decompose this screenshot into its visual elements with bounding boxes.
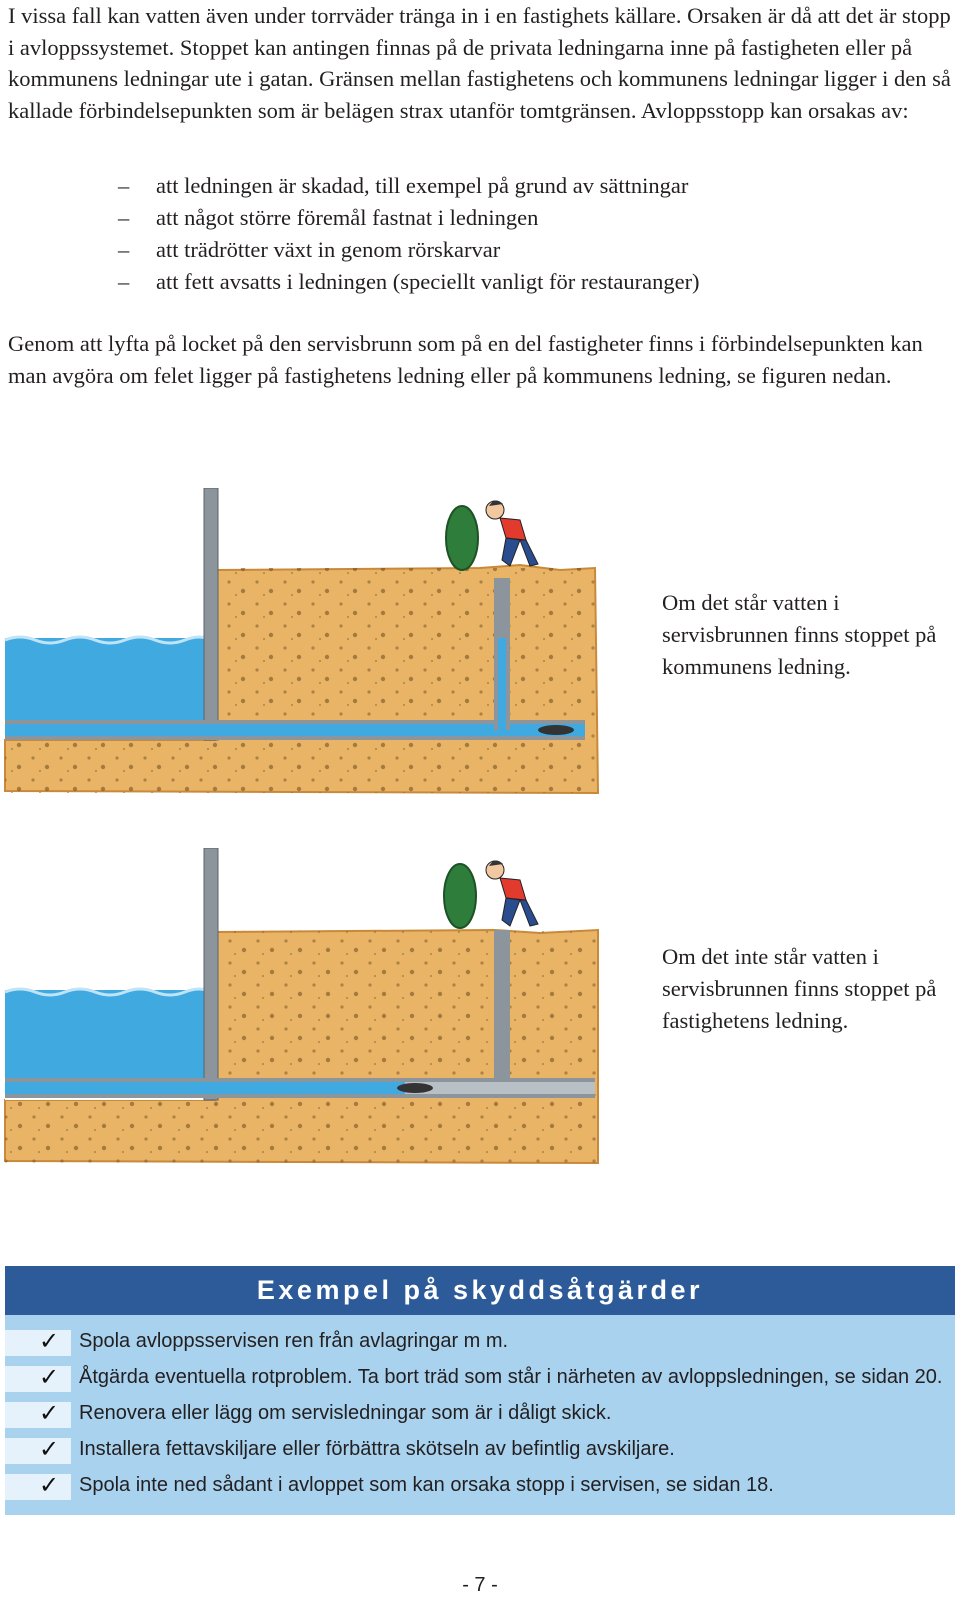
- dash-bullet: –: [118, 205, 130, 230]
- list-item-text: att ledningen är skadad, till exempel på grund av sättningar: [156, 173, 689, 198]
- blockage: [538, 725, 574, 735]
- list-item: [118, 202, 700, 234]
- protection-box: [5, 1315, 955, 1515]
- list-item-text: Installera fettavskiljare eller förbättra skötseln av befintlig avskiljare.: [79, 1438, 675, 1460]
- figure-dry-well: [0, 848, 600, 1168]
- building-wall: [204, 488, 218, 740]
- figure-water-in-well: [0, 488, 600, 798]
- list-item: [5, 1359, 955, 1395]
- figure-caption-1: Om det står vatten i servisbrunnen finns stoppet på kommunens ledning.: [662, 590, 937, 679]
- check-icon: ✓: [39, 1399, 60, 1427]
- building-wall: [204, 848, 218, 1100]
- service-well: [494, 930, 510, 1080]
- list-item: [5, 1431, 955, 1467]
- check-icon: ✓: [39, 1435, 60, 1463]
- causes-list: [118, 170, 700, 298]
- diagnosis-paragraph: Genom att lyfta på locket på den servisbrunn som på en del fastigheter finns i förbindelsepunkten kan man avgöra om felet ligger på fastighetens ledning eller på kommunens ledning, se figuren nedan.: [8, 331, 923, 388]
- list-item-text: Spola inte ned sådant i avloppet som kan orsaka stopp i servisen, se sidan 18.: [79, 1474, 774, 1496]
- list-item: [5, 1467, 955, 1503]
- dash-bullet: –: [118, 269, 130, 294]
- dash-bullet: –: [118, 237, 130, 262]
- check-icon: ✓: [39, 1471, 60, 1499]
- check-icon: ✓: [39, 1363, 60, 1391]
- protection-box-title: Exempel på skyddsåtgärder: [5, 1266, 955, 1315]
- page-number: - 7 -: [462, 1574, 498, 1596]
- protection-list: [5, 1323, 955, 1503]
- list-item-text: Renovera eller lägg om servisledningar som är i dåligt skick.: [79, 1402, 612, 1424]
- list-item-text: att något större föremål fastnat i ledningen: [156, 205, 539, 230]
- list-item-text: att fett avsatts i ledningen (speciellt vanligt för restauranger): [156, 269, 700, 294]
- person-figure: [486, 500, 538, 566]
- list-item-text: Åtgärda eventuella rotproblem. Ta bort träd som står i närheten av avloppsledningen, se sidan 20.: [79, 1366, 943, 1388]
- list-item: [118, 170, 700, 202]
- bush: [444, 864, 476, 928]
- well-water: [498, 638, 506, 730]
- figure-caption-2: Om det inte står vatten i servisbrunnen finns stoppet på fastighetens ledning.: [662, 944, 937, 1033]
- list-item: [5, 1395, 955, 1431]
- bush: [446, 506, 478, 570]
- blockage: [397, 1083, 433, 1093]
- intro-paragraph: I vissa fall kan vatten även under torrväder tränga in i en fastighets källare. Orsaken är då att det är stopp i avloppssystemet. Stoppet kan antingen finnas på de privata ledningarna inne på fastigheten eller på kommunens ledningar ute i gatan. Gränsen mellan fastighetens och kommunens ledningar ligger i den så kallade förbindelsepunkten som är belägen strax utanför tomtgränsen. Avloppsstopp kan orsakas av:: [8, 3, 951, 123]
- list-item: [5, 1323, 955, 1359]
- list-item-text: att trädrötter växt in genom rörskarvar: [156, 237, 501, 262]
- dash-bullet: –: [118, 173, 130, 198]
- list-item: [118, 234, 700, 266]
- check-icon: ✓: [39, 1327, 60, 1355]
- person-figure: [486, 860, 538, 926]
- list-item-text: Spola avloppsservisen ren från avlagringar m m.: [79, 1330, 509, 1352]
- list-item: [118, 266, 700, 298]
